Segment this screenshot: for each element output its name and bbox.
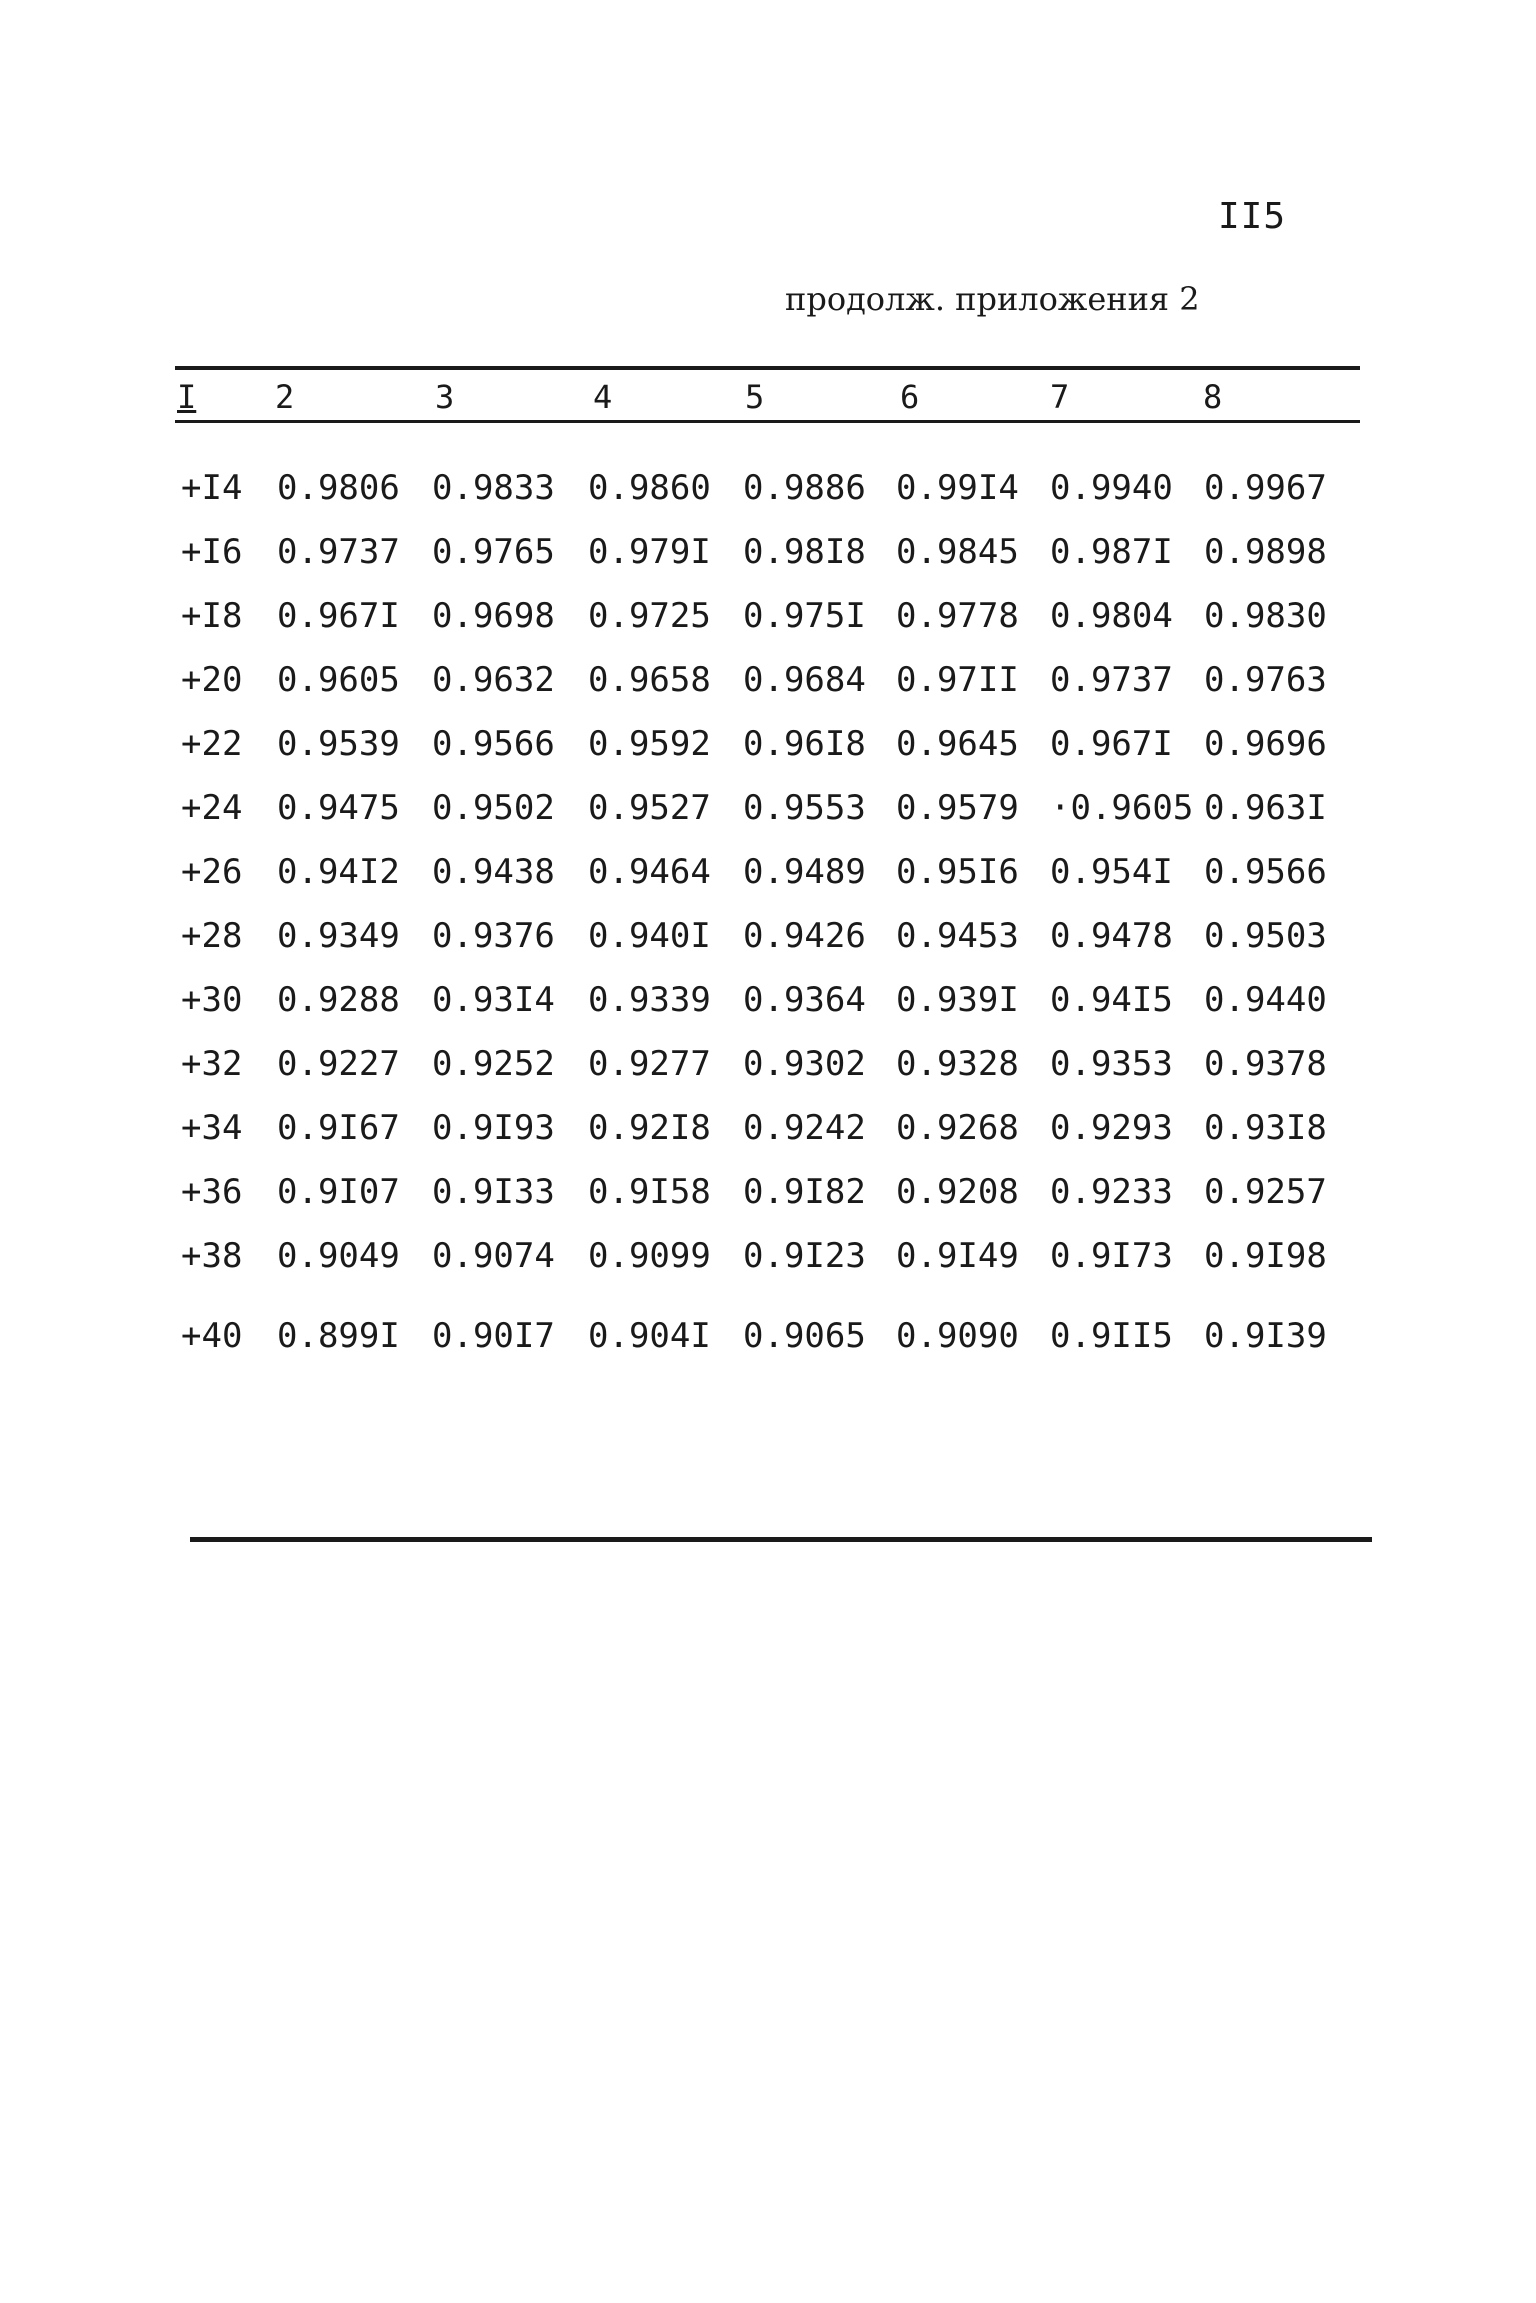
value-cell: 0.9592	[588, 724, 711, 764]
value-cell: 0.9453	[896, 916, 1019, 956]
value-cell: 0.9353	[1050, 1044, 1173, 1084]
value-cell: 0.9I49	[896, 1236, 1019, 1276]
table-row	[175, 1236, 1375, 1300]
value-cell: 0.9475	[277, 788, 400, 828]
value-cell: 0.904I	[588, 1316, 711, 1356]
table-row	[175, 532, 1375, 596]
value-cell: 0.9I67	[277, 1108, 400, 1148]
table-row	[175, 1172, 1375, 1236]
header-col-6: 6	[900, 378, 920, 416]
value-cell: 0.98I8	[743, 532, 866, 572]
value-cell: 0.9074	[432, 1236, 555, 1276]
row-label-cell: +38	[181, 1236, 243, 1276]
table-header-rule	[175, 420, 1360, 423]
value-cell: 0.9502	[432, 788, 555, 828]
value-cell: 0.9503	[1204, 916, 1327, 956]
value-cell: 0.9645	[896, 724, 1019, 764]
row-label-cell: +32	[181, 1044, 243, 1084]
value-cell: 0.9898	[1204, 532, 1327, 572]
value-cell: 0.9833	[432, 468, 555, 508]
value-cell: 0.975I	[743, 596, 866, 636]
value-cell: 0.9I93	[432, 1108, 555, 1148]
value-cell: 0.954I	[1050, 852, 1173, 892]
value-cell: 0.90I7	[432, 1316, 555, 1356]
value-cell: 0.939I	[896, 980, 1019, 1020]
value-cell: 0.9778	[896, 596, 1019, 636]
value-cell: 0.9806	[277, 468, 400, 508]
table-row	[175, 788, 1375, 852]
value-cell: 0.967I	[1050, 724, 1173, 764]
value-cell: 0.9I73	[1050, 1236, 1173, 1276]
value-cell: 0.9684	[743, 660, 866, 700]
value-cell: 0.9605	[277, 660, 400, 700]
value-cell: 0.9765	[432, 532, 555, 572]
value-cell: 0.9830	[1204, 596, 1327, 636]
value-cell: 0.9233	[1050, 1172, 1173, 1212]
value-cell: 0.96I8	[743, 724, 866, 764]
value-cell: 0.9252	[432, 1044, 555, 1084]
value-cell: 0.9539	[277, 724, 400, 764]
row-label-cell: +40	[181, 1316, 243, 1356]
value-cell: 0.9I98	[1204, 1236, 1327, 1276]
value-cell: 0.93I4	[432, 980, 555, 1020]
value-cell: 0.9349	[277, 916, 400, 956]
value-cell: 0.9227	[277, 1044, 400, 1084]
value-cell: 0.9886	[743, 468, 866, 508]
value-cell: 0.9378	[1204, 1044, 1327, 1084]
value-cell: 0.9940	[1050, 468, 1173, 508]
table-body	[175, 468, 1375, 1380]
value-cell: 0.9049	[277, 1236, 400, 1276]
row-label-cell: +I4	[181, 468, 243, 508]
value-cell: 0.95I6	[896, 852, 1019, 892]
value-cell: 0.967I	[277, 596, 400, 636]
value-cell: 0.9I07	[277, 1172, 400, 1212]
table-row	[175, 1108, 1375, 1172]
table-row	[175, 1316, 1375, 1380]
value-cell: 0.9I58	[588, 1172, 711, 1212]
value-cell: 0.9763	[1204, 660, 1327, 700]
row-label-cell: +22	[181, 724, 243, 764]
value-cell: 0.9242	[743, 1108, 866, 1148]
table-row	[175, 596, 1375, 660]
row-label-cell: +28	[181, 916, 243, 956]
value-cell: 0.9I82	[743, 1172, 866, 1212]
value-cell: 0.9268	[896, 1108, 1019, 1148]
value-cell: 0.9527	[588, 788, 711, 828]
value-cell: 0.9090	[896, 1316, 1019, 1356]
value-cell: 0.9257	[1204, 1172, 1327, 1212]
value-cell: 0.9725	[588, 596, 711, 636]
value-cell: 0.9489	[743, 852, 866, 892]
header-col-3: 3	[435, 378, 455, 416]
value-cell: 0.963I	[1204, 788, 1327, 828]
value-cell: 0.9277	[588, 1044, 711, 1084]
value-cell: 0.9579	[896, 788, 1019, 828]
value-cell: 0.9440	[1204, 980, 1327, 1020]
value-cell: 0.9376	[432, 916, 555, 956]
value-cell: 0.899I	[277, 1316, 400, 1356]
value-cell: 0.9632	[432, 660, 555, 700]
value-cell: 0.9426	[743, 916, 866, 956]
table-top-rule	[175, 366, 1360, 370]
row-label-cell: +I6	[181, 532, 243, 572]
value-cell: 0.9698	[432, 596, 555, 636]
value-cell: 0.9860	[588, 468, 711, 508]
value-cell: 0.9804	[1050, 596, 1173, 636]
value-cell: 0.9339	[588, 980, 711, 1020]
row-label-cell: +24	[181, 788, 243, 828]
value-cell: ·0.9605	[1050, 788, 1194, 828]
value-cell: 0.94I2	[277, 852, 400, 892]
value-cell: 0.9553	[743, 788, 866, 828]
table-row	[175, 468, 1375, 532]
value-cell: 0.94I5	[1050, 980, 1173, 1020]
value-cell: 0.9438	[432, 852, 555, 892]
row-label-cell: +30	[181, 980, 243, 1020]
value-cell: 0.9I39	[1204, 1316, 1327, 1356]
value-cell: 0.9II5	[1050, 1316, 1173, 1356]
value-cell: 0.9464	[588, 852, 711, 892]
value-cell: 0.9566	[432, 724, 555, 764]
value-cell: 0.9566	[1204, 852, 1327, 892]
table-row	[175, 724, 1375, 788]
value-cell: 0.9099	[588, 1236, 711, 1276]
header-col-8: 8	[1203, 378, 1223, 416]
value-cell: 0.987I	[1050, 532, 1173, 572]
value-cell: 0.9288	[277, 980, 400, 1020]
row-label-cell: +26	[181, 852, 243, 892]
row-label-cell: +20	[181, 660, 243, 700]
value-cell: 0.92I8	[588, 1108, 711, 1148]
value-cell: 0.9I33	[432, 1172, 555, 1212]
value-cell: 0.9293	[1050, 1108, 1173, 1148]
table-row	[175, 852, 1375, 916]
table-bottom-rule	[190, 1537, 1372, 1542]
value-cell: 0.979I	[588, 532, 711, 572]
value-cell: 0.9302	[743, 1044, 866, 1084]
header-col-7: 7	[1050, 378, 1070, 416]
value-cell: 0.9696	[1204, 724, 1327, 764]
value-cell: 0.9208	[896, 1172, 1019, 1212]
table-row	[175, 1044, 1375, 1108]
header-col-2: 2	[275, 378, 295, 416]
continuation-label: продолж. приложения 2	[785, 280, 1200, 318]
value-cell: 0.99I4	[896, 468, 1019, 508]
table-row	[175, 980, 1375, 1044]
table-header-row	[175, 378, 1360, 418]
value-cell: 0.9737	[1050, 660, 1173, 700]
page-number: II5	[1218, 196, 1287, 237]
value-cell: 0.940I	[588, 916, 711, 956]
row-label-cell: +I8	[181, 596, 243, 636]
table-row	[175, 660, 1375, 724]
row-label-cell: +34	[181, 1108, 243, 1148]
header-col-1: I	[177, 378, 197, 416]
table-row	[175, 916, 1375, 980]
value-cell: 0.9065	[743, 1316, 866, 1356]
value-cell: 0.9737	[277, 532, 400, 572]
value-cell: 0.93I8	[1204, 1108, 1327, 1148]
value-cell: 0.9364	[743, 980, 866, 1020]
row-label-cell: +36	[181, 1172, 243, 1212]
value-cell: 0.97II	[896, 660, 1019, 700]
value-cell: 0.9658	[588, 660, 711, 700]
value-cell: 0.9845	[896, 532, 1019, 572]
header-col-4: 4	[593, 378, 613, 416]
header-col-5: 5	[745, 378, 765, 416]
value-cell: 0.9328	[896, 1044, 1019, 1084]
value-cell: 0.9I23	[743, 1236, 866, 1276]
value-cell: 0.9967	[1204, 468, 1327, 508]
value-cell: 0.9478	[1050, 916, 1173, 956]
